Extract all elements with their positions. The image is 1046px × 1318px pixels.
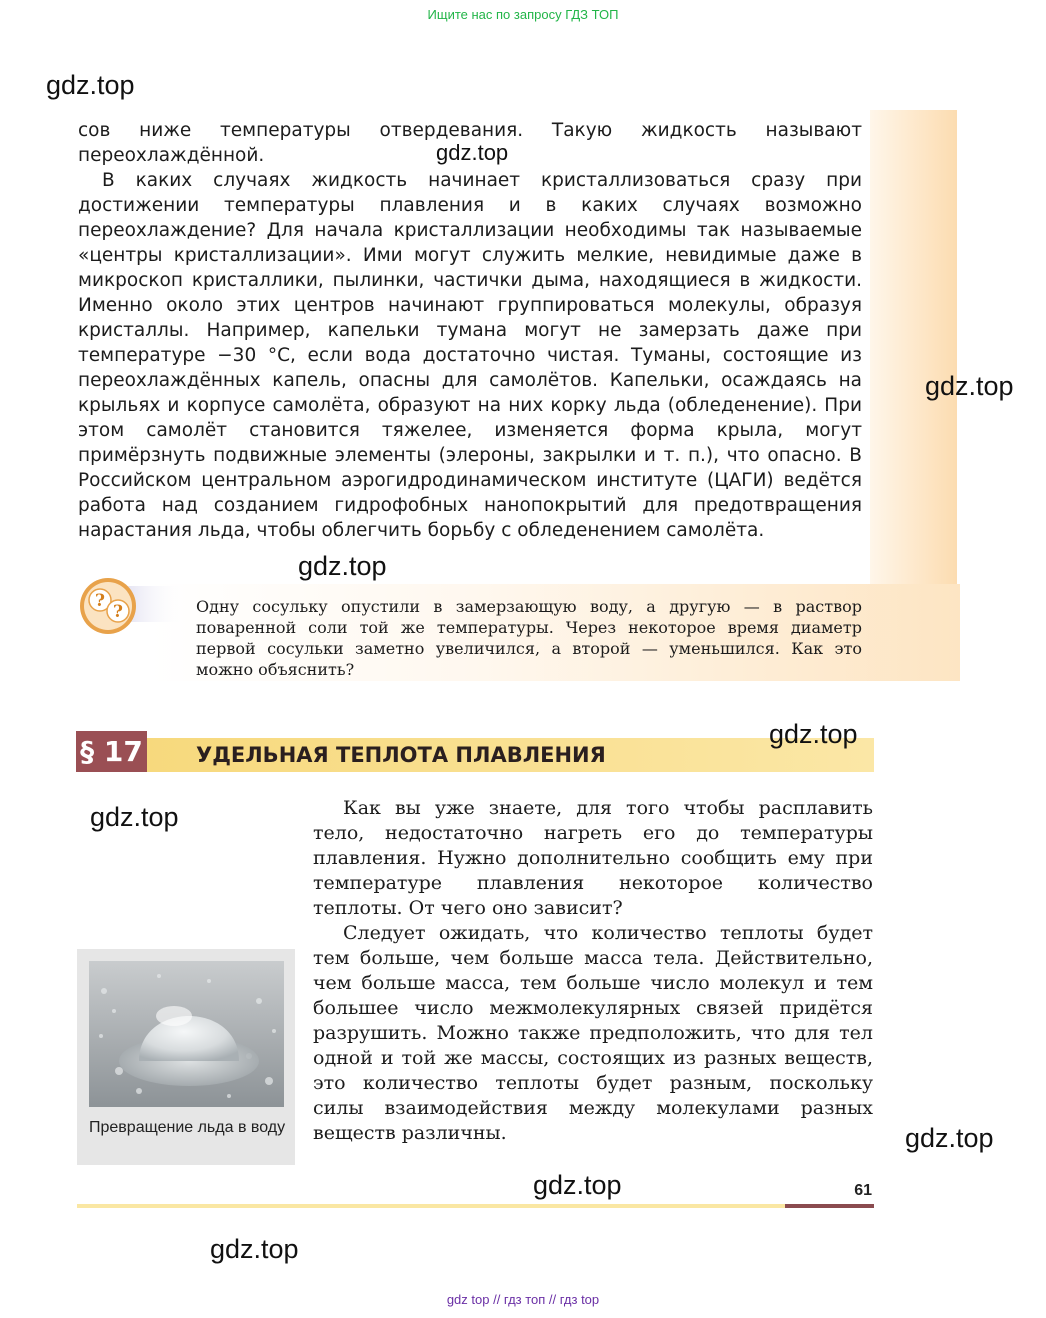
footer-links[interactable]: gdz top // гдз топ // гдз top <box>446 1292 600 1307</box>
question-text: Одну сосульку опустили в замерзающую воду, а другую — в раствор поваренной соли той же температуры. Через некоторое время диаметр первой сосульки заметно увеличился, а второй — уменьшился. Как это можно объяснить? <box>196 597 862 679</box>
watermark: gdz.top <box>925 371 1014 401</box>
page-divider <box>77 1204 785 1208</box>
section-number: § 17 <box>76 731 147 772</box>
paragraph: В каких случаях жидкость начинает кристаллизоваться сразу при достижении температуры плавления и в каких случаях возможно переохлаждение? Для начала кристаллизации необходимы так называемые «центры кристаллизации». Ими могут служить мелкие, невидимые даже в микроскоп кристаллики, пылинки, частички дыма, находящиеся в жидкости. Именно около этих центров начинают группироваться молекулы, образуя кристаллы. Например, капельки тумана могут не замерзать даже при температуре −30 °С, если вода достаточно чистая. Туманы, состоящие из переохлаждённых капель, опасны для самолётов. Капельки, осаждаясь на крыльях и корпусе самолёта, образуют на них корку льда (обледенение). При этом самолёт становится тяжелее, изменяется форма крыла, могут примёрзнуть подвижные элементы (элероны, закрылки и т. п.), что опасно. В Российском центральном аэрогидродинамическом институте (ЦАГИ) ведётся работа над созданием гидрофобных нанопокрытий для предотвращения нарастания льда, чтобы облегчить борьбу с обледенением самолёта. <box>78 170 862 541</box>
search-hint-link[interactable]: Ищите нас по запросу ГДЗ ТОП <box>427 7 619 22</box>
melting-ice-image <box>89 961 284 1107</box>
watermark: gdz.top <box>210 1234 299 1264</box>
watermark: gdz.top <box>436 140 509 165</box>
watermark: gdz.top <box>298 551 387 581</box>
paragraph: сов ниже температуры отвердевания. Такую жидкость называют переохлаждённой. <box>78 120 862 166</box>
paragraph: Следует ожидать, что количество теплоты будет тем больше, чем больше масса тела. Действительно, чем больше масса, тем больше число молекул и тем большее число межмолекулярных связей придётся разрушить. Можно также предположить, что для тел одной и той же массы, состоящих из разных веществ, это количество теплоты будет разным, поскольку силы взаимодействия между молекулами разных веществ различны. <box>313 922 873 1144</box>
question-marks-icon <box>76 576 186 636</box>
continued-text <box>78 118 862 543</box>
svg-text:?: ? <box>113 602 123 622</box>
figure-caption: Превращение льда в воду <box>89 1119 286 1136</box>
section-title: УДЕЛЬНАЯ ТЕПЛОТА ПЛАВЛЕНИЯ <box>196 743 606 767</box>
section-text <box>313 796 873 1146</box>
page-divider-accent <box>785 1204 874 1208</box>
watermark: gdz.top <box>905 1123 994 1153</box>
page-number: 61 <box>854 1182 872 1199</box>
svg-text:?: ? <box>95 591 105 611</box>
watermark: gdz.top <box>769 719 858 749</box>
watermark: gdz.top <box>46 70 135 100</box>
watermark: gdz.top <box>90 802 179 832</box>
watermark: gdz.top <box>533 1170 622 1200</box>
paragraph: Как вы уже знаете, для того чтобы расплавить тело, недостаточно нагреть его до температуры плавления. Нужно дополнительно сообщить ему при температуре плавления некоторое количество теплоты. От чего оно зависит? <box>313 797 873 919</box>
